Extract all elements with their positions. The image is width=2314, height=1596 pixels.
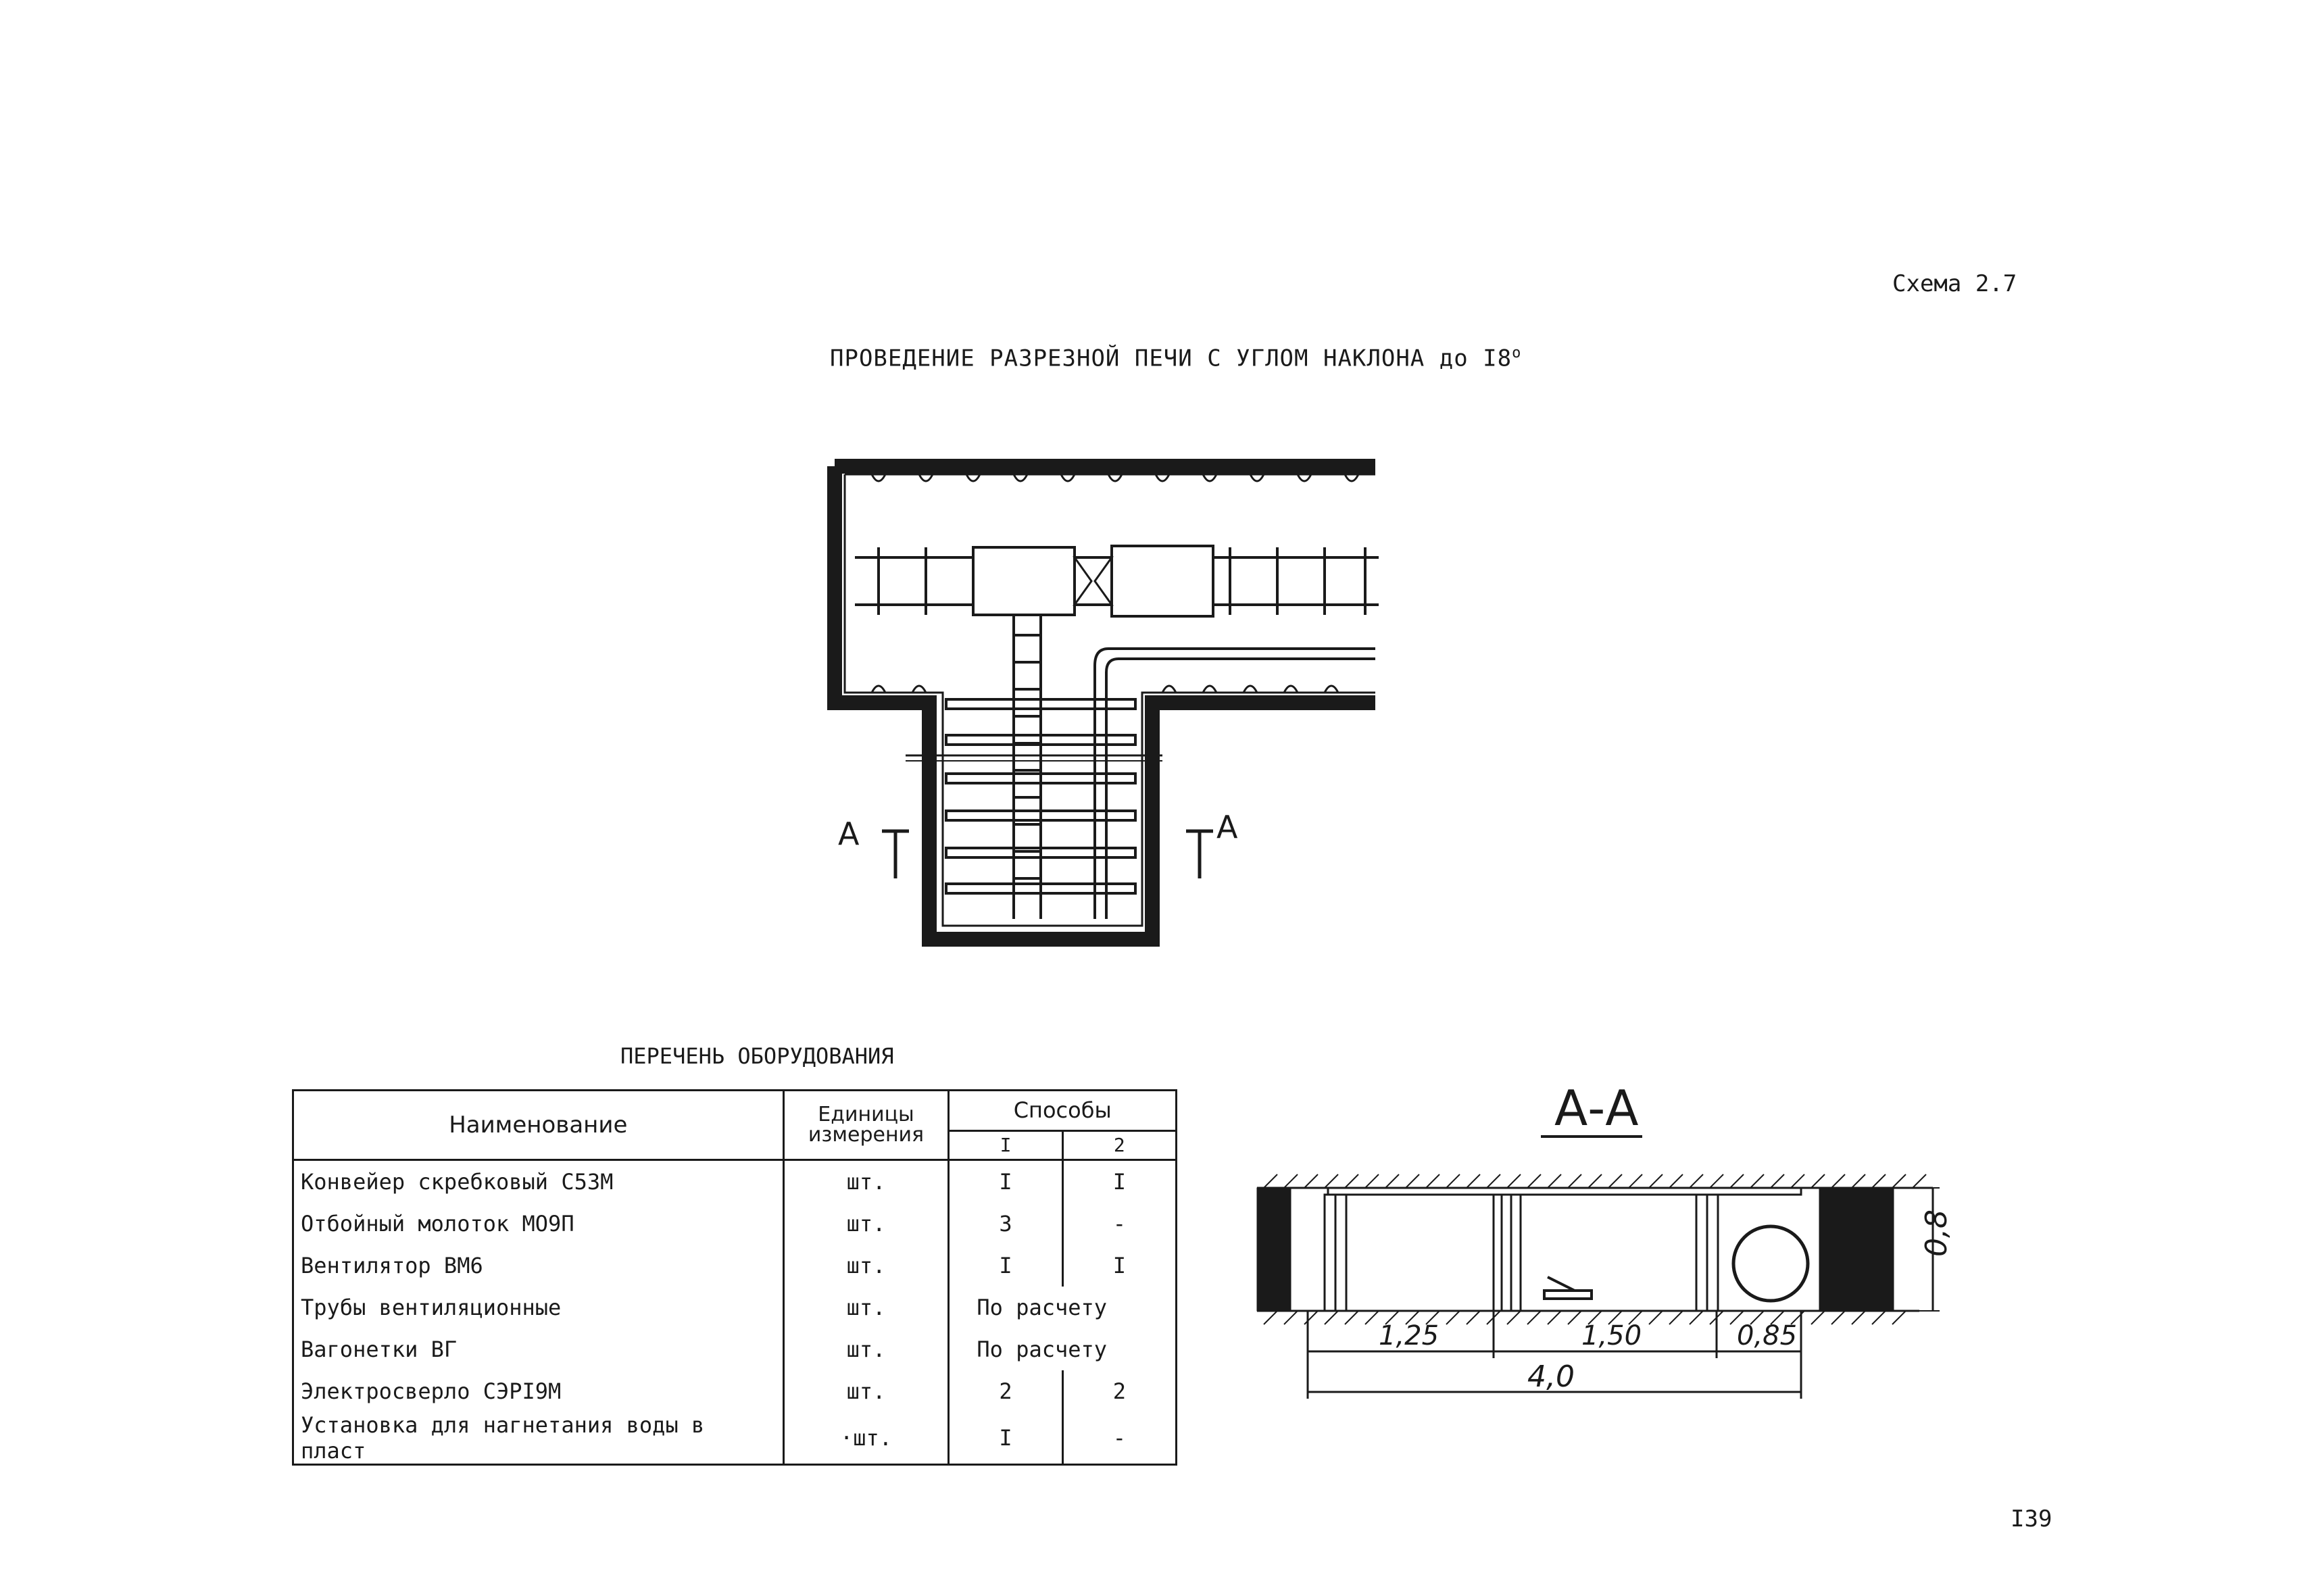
row-unit: ·шт. (783, 1412, 949, 1465)
col-unit-header (783, 1091, 949, 1160)
row-method1: 3 (949, 1203, 1062, 1245)
row-method2: - (1062, 1412, 1176, 1465)
schema-label: Схема 2.7 (1892, 270, 2017, 297)
table-row (293, 1245, 1177, 1287)
row-method-span: По расчету (949, 1328, 1177, 1370)
dim-label-2: 1,50 (1581, 1320, 1642, 1351)
section-mark-left: А (838, 816, 860, 852)
table-row (293, 1160, 1177, 1203)
row-method1: I (949, 1245, 1062, 1287)
col-unit-line1: Единицы (818, 1103, 914, 1126)
col-method2-header: 2 (1062, 1130, 1176, 1159)
mine-car-2 (1112, 546, 1213, 616)
dim-label-3: 0,85 (1737, 1320, 1798, 1351)
row-unit: шт. (783, 1370, 949, 1412)
table-row (293, 1370, 1177, 1412)
plan-drawing (811, 432, 1392, 959)
col-method1-header: I (949, 1130, 1062, 1159)
ventilation-pipe (1095, 649, 1375, 919)
dim-label-total: 4,0 (1527, 1360, 1575, 1394)
table-row (293, 1287, 1177, 1328)
equipment-list-title: ПЕРЕЧЕНЬ ОБОРУДОВАНИЯ (620, 1043, 894, 1069)
mine-car-1 (973, 547, 1075, 615)
col-unit-line2: измерения (808, 1123, 925, 1147)
row-name: Вентилятор ВМ6 (293, 1245, 784, 1287)
table-row (293, 1328, 1177, 1370)
row-method2: I (1062, 1245, 1176, 1287)
row-unit: шт. (783, 1287, 949, 1328)
row-name: Трубы вентиляционные (293, 1287, 784, 1328)
section-mark-right-arrow (1186, 831, 1213, 878)
section-conveyor (1544, 1277, 1592, 1299)
row-name: Электросверло СЭРI9М (293, 1370, 784, 1412)
coal-seam-right (1819, 1188, 1894, 1311)
row-unit: шт. (783, 1160, 949, 1203)
section-title: А-А (1554, 1080, 1639, 1137)
roof-beam (1328, 1188, 1801, 1195)
col-methods-header: Способы (949, 1091, 1177, 1131)
section-mark-right: А (1216, 809, 1238, 845)
equipment-table (292, 1089, 1177, 1466)
plan-conveyor (1014, 615, 1041, 919)
table-row (293, 1412, 1177, 1465)
section-mark-left-arrow (882, 831, 909, 878)
row-name: Отбойный молоток МО9П (293, 1203, 784, 1245)
dim-label-1: 1,25 (1379, 1320, 1439, 1351)
section-roof-hatch (1257, 1174, 1933, 1188)
degree-mark: о (1512, 345, 1522, 361)
coal-seam-left (1257, 1188, 1291, 1311)
height-dim-label: 0,8 (1919, 1210, 1954, 1257)
row-method-span: По расчету (949, 1287, 1177, 1328)
row-name: Установка для нагнетания воды в пласт (293, 1412, 784, 1465)
row-method2: I (1062, 1160, 1176, 1203)
row-method2: 2 (1062, 1370, 1176, 1412)
row-unit: шт. (783, 1203, 949, 1245)
section-props (1325, 1195, 1718, 1311)
row-name: Вагонетки ВГ (293, 1328, 784, 1370)
table-row (293, 1203, 1177, 1245)
col-name-header: Наименование (293, 1091, 784, 1160)
row-method1: 2 (949, 1370, 1062, 1412)
row-method1: I (949, 1160, 1062, 1203)
row-method1: I (949, 1412, 1062, 1465)
page-title (830, 345, 1521, 372)
section-vent-pipe (1733, 1226, 1808, 1301)
row-method2: - (1062, 1203, 1176, 1245)
row-unit: шт. (783, 1245, 949, 1287)
page-title-text: ПРОВЕДЕНИЕ РАЗРЕЗНОЙ ПЕЧИ С УГЛОМ НАКЛОНА до I8 (830, 345, 1512, 372)
row-unit: шт. (783, 1328, 949, 1370)
row-name: Конвейер скребковый С53М (293, 1160, 784, 1203)
page-number: I39 (2011, 1505, 2052, 1532)
section-drawing (1244, 1074, 1960, 1419)
